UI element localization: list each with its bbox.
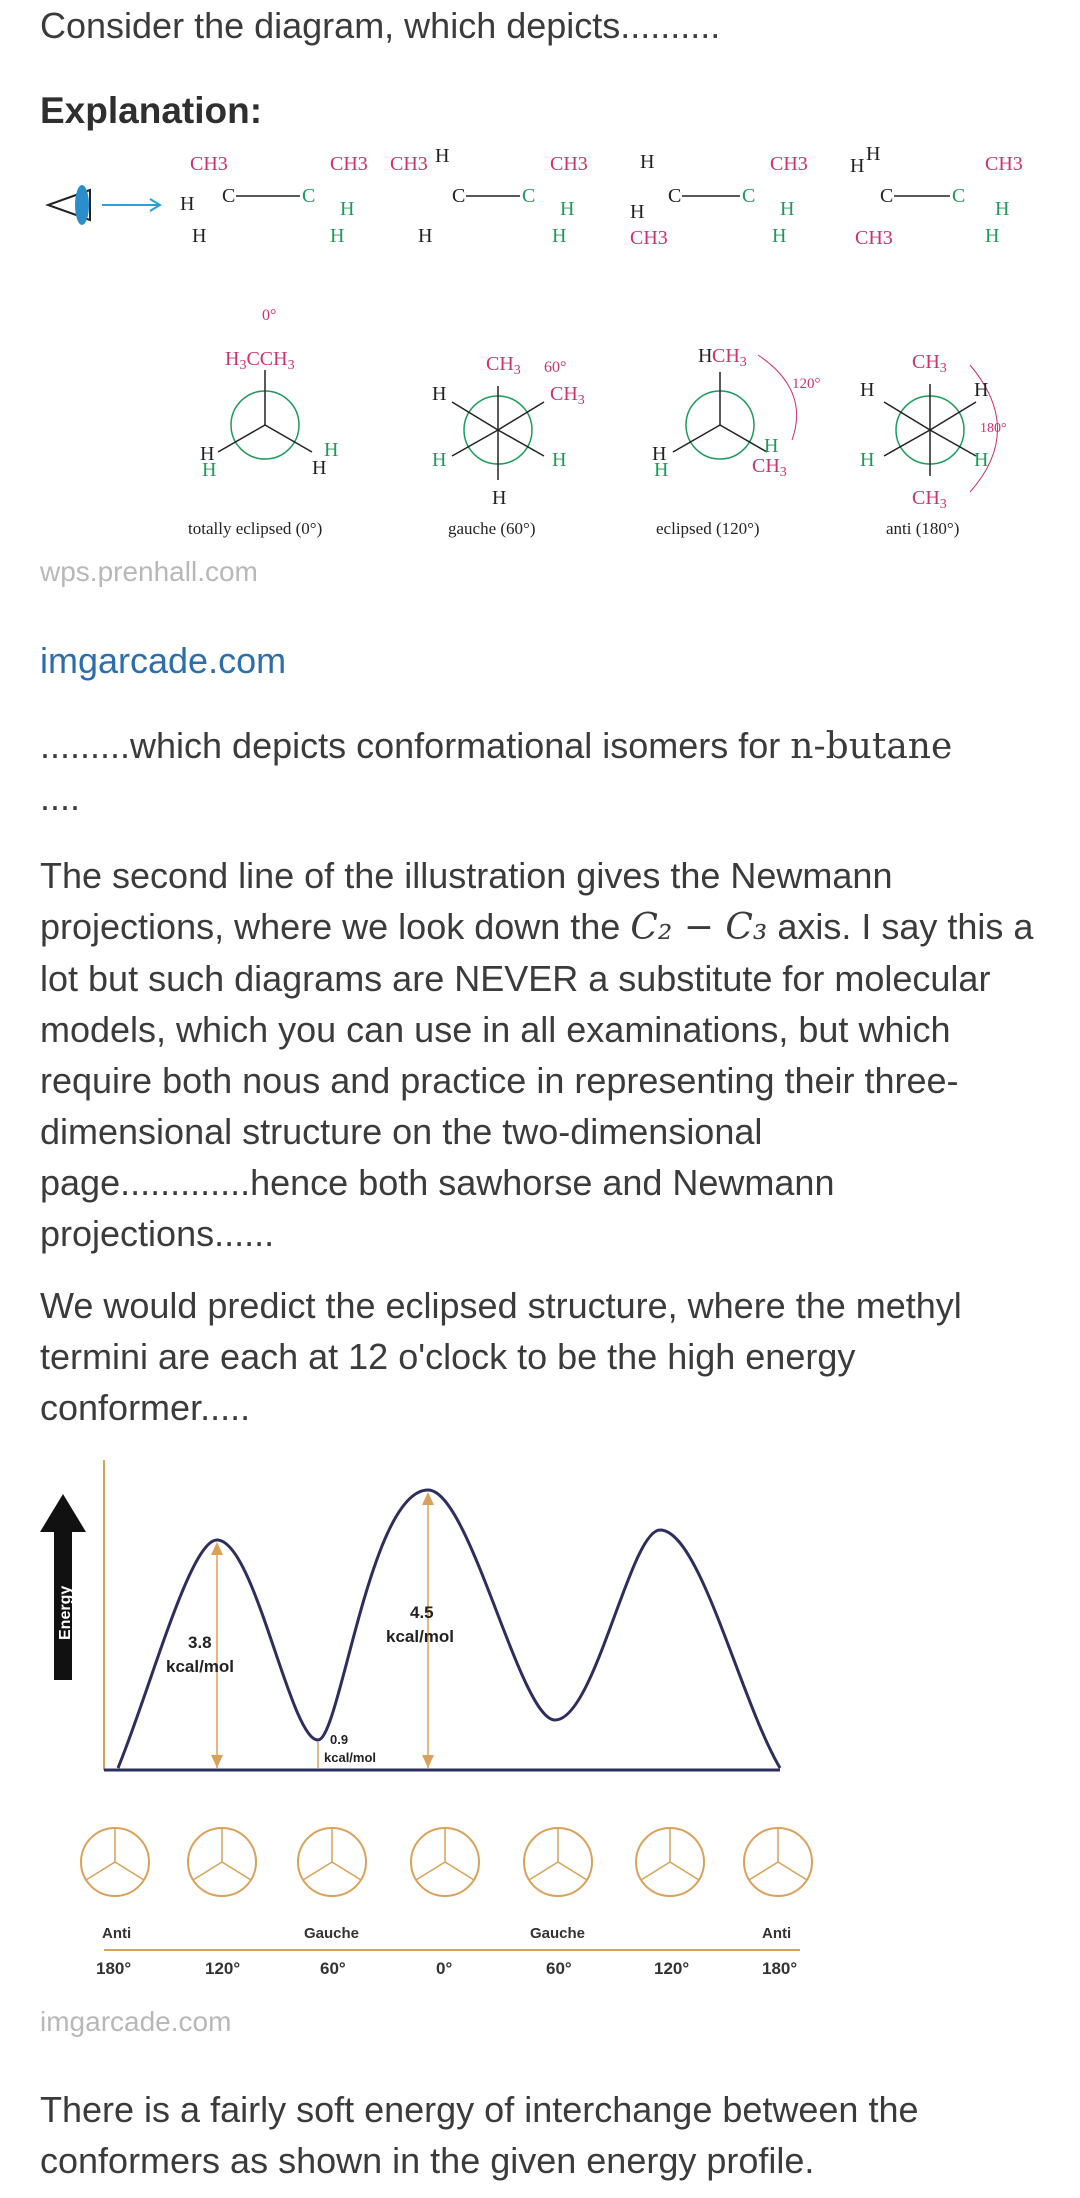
energy-axis-label: Energy	[57, 1585, 74, 1640]
newman-gauche	[432, 353, 585, 538]
energy-profile-figure	[40, 1450, 840, 2000]
angle-tick: 180°	[96, 1959, 132, 1978]
svg-text:H: H	[432, 449, 447, 471]
sawhorse-label: H	[552, 225, 567, 247]
svg-text:H: H	[698, 345, 713, 367]
svg-text:H: H	[860, 449, 875, 471]
gauche-unit: kcal/mol	[324, 1750, 377, 1765]
sawhorse-label: CH3	[330, 153, 368, 175]
svg-text:H: H	[652, 443, 667, 465]
sawhorse-label: H	[995, 198, 1010, 220]
paragraph-2-after: axis. I say this a lot but such diagrams are NEVER a substitute for molecular models, which you can use in all examinations, but which require both nous and practice in representing their three-dimensional structure on the two-dimensional page.............hence both sawhorse and Newmann projections......	[40, 906, 1034, 1254]
angle-label: 0°	[262, 307, 277, 324]
svg-text:H: H	[492, 487, 507, 509]
svg-text:C: C	[742, 185, 756, 207]
newman-caption: totally eclipsed (0°)	[188, 519, 323, 538]
newman-caption: eclipsed (120°)	[656, 519, 760, 538]
newman-eclipsed	[652, 345, 821, 538]
svg-text:CH3: $CH_3$	[752, 455, 787, 480]
image-credit-1: wps.prenhall.com	[40, 556, 258, 587]
image-credit-2: imgarcade.com	[40, 2006, 232, 2037]
sawhorse-label: CH3	[390, 153, 428, 175]
n-butane-math: n-butane	[790, 726, 953, 767]
svg-text:H: H	[974, 449, 989, 471]
sawhorse-label: H	[850, 155, 865, 177]
sawhorse-3	[630, 151, 808, 249]
svg-text:CH3: $CH_3$	[550, 383, 585, 408]
sawhorse-label: H	[180, 193, 195, 215]
sawhorse-label: H	[780, 198, 795, 220]
angle-tick: 180°	[762, 1959, 798, 1978]
sawhorse-label: CH3	[630, 227, 668, 249]
c2-c3-math: C₂ − C₃	[630, 907, 768, 948]
newman-caption: gauche (60°)	[448, 519, 536, 538]
source-link[interactable]: imgarcade.com	[40, 640, 287, 681]
sawhorse-label: H	[340, 198, 355, 220]
paragraph-1-text: .........which depicts conformational isomers for	[40, 725, 791, 766]
barrier-1-value: 3.8	[188, 1633, 212, 1652]
sawhorse-4	[850, 143, 1023, 249]
paragraph-2-before: The second line of the illustration gives the Newmann projections, where we look down the	[40, 855, 893, 947]
paragraph-2	[40, 850, 1050, 1259]
explanation-heading: Explanation:	[40, 90, 263, 131]
angle-tick: 120°	[205, 1959, 241, 1978]
angle-label: 60°	[544, 359, 567, 376]
svg-text:H: H	[312, 457, 327, 479]
sawhorse-label: CH3	[770, 153, 808, 175]
svg-text:CH3: $CH_3$	[912, 487, 947, 512]
angle-tick: 60°	[546, 1959, 572, 1978]
paragraph-1-tail: ....	[40, 777, 81, 818]
angle-tick: 0°	[436, 1959, 453, 1978]
paragraph-4: There is a fairly soft energy of interchange between the conformers as shown in the given energy profile.	[40, 2089, 919, 2181]
svg-text:CH3: $CH_3$	[486, 353, 521, 378]
sawhorse-label: H	[985, 225, 1000, 247]
eye-icon	[48, 185, 160, 225]
intro-line: Consider the diagram, which depicts..........	[40, 5, 721, 46]
svg-text:C: C	[222, 185, 236, 207]
sawhorse-label: CH3	[985, 153, 1023, 175]
sawhorse-label: H	[418, 225, 433, 247]
paragraph-3: We would predict the eclipsed structure, where the methyl termini are each at 12 o'clock to be the high energy conformer.....	[40, 1285, 962, 1428]
svg-text:CH3: $CH_3$	[912, 351, 947, 376]
angle-label: 180°	[980, 421, 1007, 436]
sawhorse-label: H	[435, 145, 450, 167]
svg-text:C: C	[522, 185, 536, 207]
barrier-2-unit: kcal/mol	[386, 1627, 455, 1646]
conformer-label: Anti	[102, 1925, 132, 1942]
gauche-value: 0.9	[330, 1732, 349, 1747]
paragraph-1	[40, 720, 1050, 823]
sawhorse-label: CH3	[855, 227, 893, 249]
svg-text:H: H	[324, 439, 339, 461]
svg-text:C: C	[302, 185, 316, 207]
svg-text:H: H	[764, 435, 779, 457]
svg-text:CH3: $CH_3$	[712, 345, 747, 370]
svg-text:H: H	[200, 443, 215, 465]
svg-text:C: C	[668, 185, 682, 207]
svg-text:H: H	[552, 449, 567, 471]
conformer-label: Gauche	[530, 1925, 586, 1942]
newman-totally-eclipsed	[188, 307, 338, 538]
sawhorse-label: CH3	[550, 153, 588, 175]
sawhorse-label: H	[330, 225, 345, 247]
conformer-label: Anti	[762, 1925, 792, 1942]
sawhorse-1	[180, 153, 368, 247]
svg-text:H3CCH3: $H_3CCH_3$	[225, 348, 295, 373]
conformation-diagram	[40, 140, 1050, 560]
svg-text:C: C	[952, 185, 966, 207]
barrier-1-unit: kcal/mol	[166, 1657, 235, 1676]
sawhorse-label: H	[560, 198, 575, 220]
energy-axis-arrow	[40, 1494, 86, 1680]
barrier-2-value: 4.5	[410, 1603, 434, 1622]
svg-text:H: H	[974, 379, 989, 401]
newman-anti	[860, 351, 1007, 538]
svg-text:H: H	[432, 383, 447, 405]
conformer-label: Gauche	[304, 1925, 360, 1942]
sawhorse-label: H	[866, 143, 881, 165]
svg-text:H: H	[654, 459, 669, 481]
sawhorse-label: H	[640, 151, 655, 173]
svg-text:C: C	[452, 185, 466, 207]
svg-text:H: H	[202, 459, 217, 481]
newman-row	[81, 1828, 812, 1896]
angle-tick: 60°	[320, 1959, 346, 1978]
sawhorse-label: H	[772, 225, 787, 247]
sawhorse-label: CH3	[190, 153, 228, 175]
newman-spokes	[86, 1828, 807, 1880]
sawhorse-label: H	[192, 225, 207, 247]
newman-caption: anti (180°)	[886, 519, 960, 538]
svg-text:C: C	[880, 185, 894, 207]
angle-label: 120°	[792, 376, 821, 392]
sawhorse-2	[390, 145, 588, 247]
svg-text:H: H	[860, 379, 875, 401]
sawhorse-label: H	[630, 201, 645, 223]
angle-tick: 120°	[654, 1959, 690, 1978]
